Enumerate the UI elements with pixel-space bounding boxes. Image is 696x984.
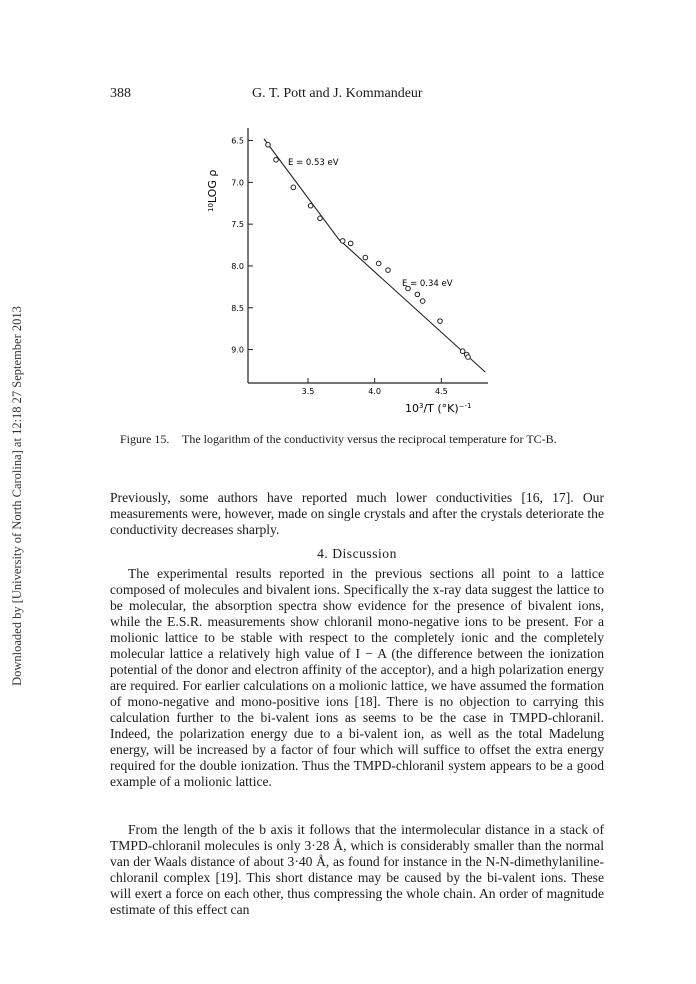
x-tick-label: 3.5 <box>301 387 315 396</box>
x-tick-label: 4.5 <box>434 387 448 396</box>
data-point <box>308 203 313 208</box>
x-tick-label: 4.0 <box>368 387 382 396</box>
y-tick-label: 9.0 <box>231 345 244 355</box>
paragraph: The experimental results reported in the previous sections all point to a lattice composed of molecules and bivalent ions. Specifically the x-ray data suggest the lattice to be molecular, the absorption spectra show evidence for the presence of bivalent ions, while the E.S.R. measurements show chloranil mono-negative ions to be present. For a molionic lattice to be stable with respect to the completely ionic and the completely molecular lattice a relatively high value of I − A (the difference between the ionization potential of the donor and electron affinity of the acceptor), and a high polarization energy are required. For earlier calculations on a molionic lattice, we have assumed the formation of mono-negative and mono-positive ions [18]. There is no objection to carrying this calculation further to the bi-valent ions as seems to be the case in TMPD-chloranil. Indeed, the polarization energy due to a bi-valent ion, as well as the total Madelung energy, will be increased by a factor of four which will suffice to offset the extra energy required for the double ionization. Thus the TMPD-chloranil system appears to be a good example of a molionic lattice. <box>110 566 604 789</box>
y-tick-label: 7.5 <box>231 220 244 230</box>
data-point <box>340 239 345 244</box>
y-axis-label: $^{10}$LOG ρ <box>206 169 219 212</box>
data-point <box>348 241 353 246</box>
running-authors: G. T. Pott and J. Kommandeur <box>252 86 423 101</box>
data-point <box>466 355 471 360</box>
data-point <box>318 216 323 221</box>
annotation-high: E = 0.53 eV <box>288 158 339 168</box>
section-heading: 4. Discussion <box>317 546 397 561</box>
figure-caption-text: The logarithm of the conductivity versus the reciprocal temperature for TC-B. <box>182 432 557 446</box>
data-point <box>376 261 381 266</box>
fit-lines <box>264 139 485 372</box>
chart-ticks <box>231 137 447 396</box>
data-point <box>266 142 271 147</box>
y-tick-label: 8.5 <box>231 303 244 313</box>
x-axis-label: $10^3/T$ (°K)⁻$^{-1}$ <box>405 402 472 415</box>
data-point <box>415 292 420 297</box>
y-tick-label: 8.0 <box>231 261 244 271</box>
y-axis-title <box>206 170 219 212</box>
download-watermark: Downloaded by [University of North Carolina] at 12:18 27 September 2013 <box>10 306 24 686</box>
data-point <box>386 268 391 273</box>
y-tick-label: 6.5 <box>231 136 244 146</box>
data-point <box>363 255 368 260</box>
paragraph: Previously, some authors have reported much lower conductivities [16, 17]. Our measurements were, however, made on single crystals and after the crystals deteriorate the conductivity decreases sharply. <box>110 490 604 537</box>
annotation-low: E = 0.34 eV <box>402 279 453 289</box>
page-number: 388 <box>110 86 131 101</box>
data-points <box>266 142 471 359</box>
data-point <box>420 299 425 304</box>
data-point <box>460 349 465 354</box>
figure-caption <box>120 432 600 446</box>
data-point <box>438 319 443 324</box>
data-point <box>291 185 296 190</box>
data-point <box>274 157 279 162</box>
fit-line <box>264 139 339 239</box>
figure-label: Figure 15. <box>120 432 170 446</box>
y-tick-label: 7.0 <box>231 178 244 188</box>
paragraph: From the length of the b axis it follows that the intermolecular distance in a stack of TMPD-chloranil molecules is only 3·28 Å, which is considerably smaller than the normal van der Waals distance of about 3·40 Å, as found for instance in the N-N-dimethylaniline-chloranil complex [19]. This short distance may be caused by the bi-valent ions. These will exert a force on each other, thus compressing the whole chain. An order of magnitude estimate of this effect can <box>110 822 604 917</box>
